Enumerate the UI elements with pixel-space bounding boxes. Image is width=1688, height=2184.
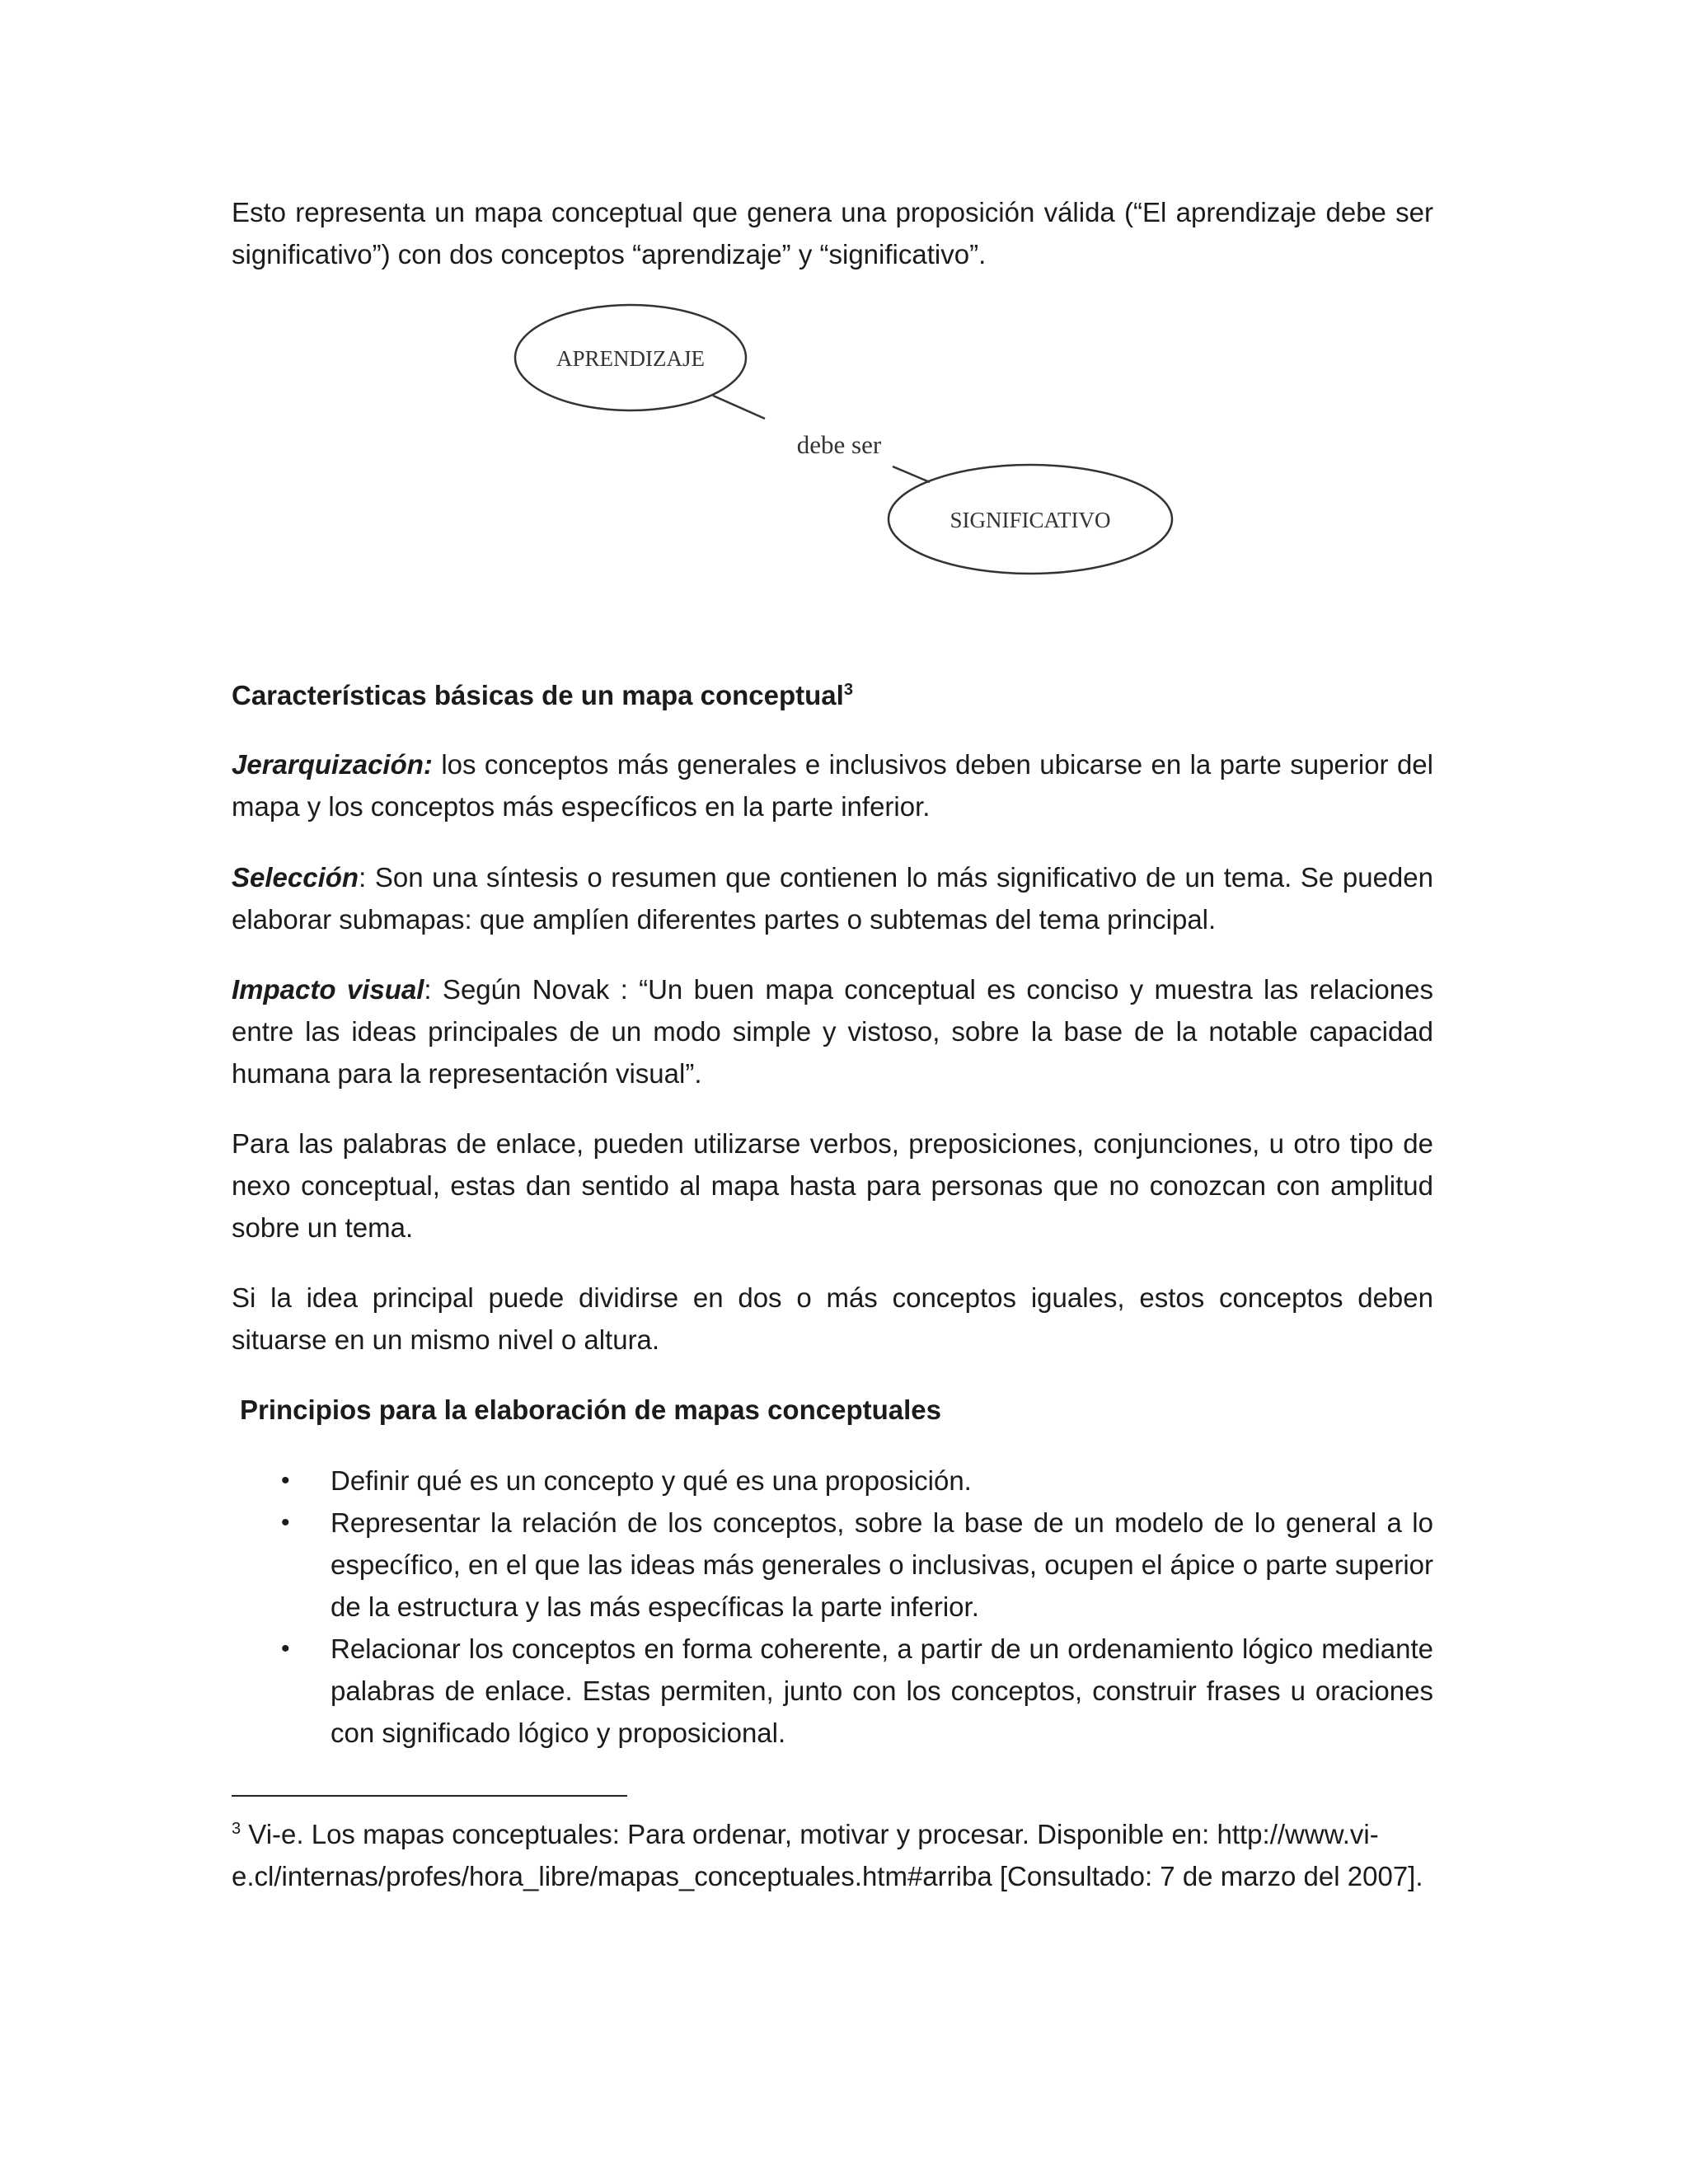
connector-line-bottom xyxy=(893,466,930,482)
section-title-principios: Principios para la elaboración de mapas conceptuales xyxy=(240,1394,941,1425)
bullet-icon: • xyxy=(281,1635,290,1662)
item-separator: : xyxy=(424,974,432,1005)
list-item-text: Definir qué es un concepto y qué es una proposición. xyxy=(331,1465,972,1496)
item-jerarquizacion xyxy=(232,743,1433,827)
list-item-text: Relacionar los conceptos en forma coherente, a partir de un ordenamiento lógico mediante palabras de enlace. Estas permiten, junto con los conceptos, construir frases u oraciones con significado lógico y proposicional. xyxy=(331,1633,1433,1748)
concept-map-diagram xyxy=(503,297,1195,585)
paragraph-idea-principal: Si la idea principal puede dividirse en dos o más conceptos iguales, estos conceptos deben situarse en un mismo nivel o altura. xyxy=(232,1282,1433,1355)
concept-aprendizaje-label: APRENDIZAJE xyxy=(556,346,705,371)
section-title-text: Características básicas de un mapa conceptual xyxy=(232,680,844,710)
footnote-ref: 3 xyxy=(843,681,853,699)
list-item-text: Representar la relación de los conceptos, sobre la base de un modelo de lo general a lo específico, en el que las ideas más generales o inclusivas, ocupen el ápice o parte superior de la estructura y las más específicas la parte inferior. xyxy=(331,1507,1433,1622)
item-term: Jerarquización: xyxy=(232,749,433,780)
paragraph-palabras-enlace: Para las palabras de enlace, pueden utilizarse verbos, preposiciones, conjunciones, u otro tipo de nexo conceptual, estas dan sentido al mapa hasta para personas que no conozcan con amplitud sobre un tema. xyxy=(232,1128,1433,1243)
concept-significativo-label: SIGNIFICATIVO xyxy=(950,508,1111,532)
bullet-icon: • xyxy=(281,1509,290,1536)
footnote xyxy=(232,1813,1433,1897)
list-item xyxy=(232,1460,1433,1502)
intro-paragraph: Esto representa un mapa conceptual que genera una proposición válida (“El aprendizaje debe ser significativo”) con dos conceptos “aprendizaje” y “significativo”. xyxy=(232,197,1433,269)
footnote-separator xyxy=(232,1795,627,1797)
item-term: Impacto visual xyxy=(232,974,424,1005)
item-separator: : xyxy=(359,862,367,893)
item-text: Según Novak : “Un buen mapa conceptual es conciso y muestra las relaciones entre las ideas principales de un modo simple y vistoso, sobre la base de la notable capacidad humana para la representación visual”. xyxy=(232,974,1433,1089)
item-seleccion xyxy=(232,856,1433,940)
list-item xyxy=(232,1628,1433,1754)
item-impacto-visual xyxy=(232,968,1433,1094)
connector-line-top xyxy=(713,396,765,419)
bullet-icon: • xyxy=(281,1467,290,1494)
item-term: Selección xyxy=(232,862,359,893)
item-text: Son una síntesis o resumen que contienen lo más significativo de un tema. Se pueden elaborar submapas: que amplíen diferentes partes o subtemas del tema principal. xyxy=(232,862,1433,935)
footnote-mark: 3 xyxy=(232,1820,241,1838)
linking-phrase: debe ser xyxy=(796,430,882,459)
list-item xyxy=(232,1502,1433,1628)
principles-list xyxy=(232,1460,1433,1754)
footnote-text: Vi-e. Los mapas conceptuales: Para ordenar, motivar y procesar. Disponible en: http://www.vi-e.cl/internas/profes/hora_libre/mapas_conceptuales.htm#arriba [Consultado: 7 de marzo del 2007]. xyxy=(232,1819,1423,1891)
item-text: los conceptos más generales e inclusivos deben ubicarse en la parte superior del mapa y los conceptos más específicos en la parte inferior. xyxy=(232,749,1433,822)
section-title-caracteristicas xyxy=(232,674,1433,716)
